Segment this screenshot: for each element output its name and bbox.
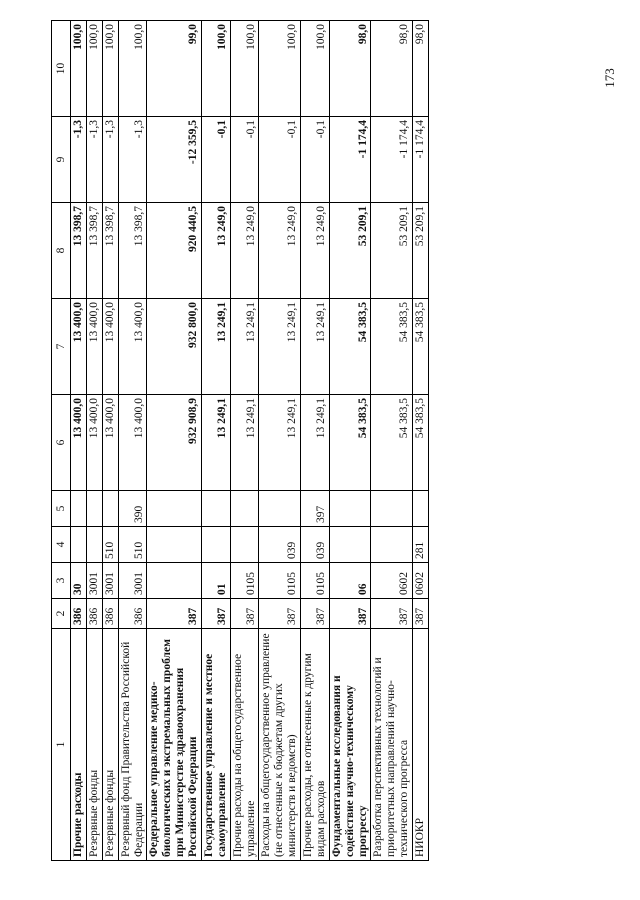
revised-amount: 13 249,1 [230,299,259,395]
column-header-7: 7 [52,299,71,395]
row-name: Прочие расходы, не отнесенные к другим видам расходов [301,629,330,861]
deviation: -12 359,5 [147,117,202,203]
section-code: 0105 [230,563,259,599]
section-code: 3001 [102,563,118,599]
table-row [371,21,413,861]
expense-type-code [86,491,102,527]
executed-amount: 13 249,0 [259,203,301,299]
row-name: Резервный фонд Правительства Российской Федерации [118,629,147,861]
ministry-code: 387 [371,599,413,629]
expense-type-code [102,491,118,527]
row-name: Государственное управление и местное самоуправление [201,629,230,861]
approved-amount: 13 400,0 [118,395,147,491]
percent-executed: 98,0 [371,21,413,117]
column-header-3: 3 [52,563,71,599]
section-code: 0105 [301,563,330,599]
column-header-9: 9 [52,117,71,203]
approved-amount: 13 249,1 [301,395,330,491]
executed-amount: 13 249,0 [230,203,259,299]
row-name: Разработка перспективных технологий и приоритетных направлений научно-технического прогресса [371,629,413,861]
row-name: НИОКР [413,629,429,861]
table-row [147,21,202,861]
table-row [329,21,371,861]
ministry-code: 387 [230,599,259,629]
approved-amount: 13 400,0 [71,395,87,491]
expense-type-code [371,491,413,527]
target-code [230,527,259,563]
table-row [413,21,429,861]
table-header-row [52,21,71,861]
executed-amount: 53 209,1 [329,203,371,299]
deviation: -1,3 [118,117,147,203]
percent-executed: 100,0 [102,21,118,117]
expense-type-code [329,491,371,527]
executed-amount: 13 249,0 [301,203,330,299]
row-name: Фундаментальные исследования и содействие научно-техническому прогрессу [329,629,371,861]
percent-executed: 100,0 [201,21,230,117]
budget-table [51,20,429,861]
section-code: 3001 [118,563,147,599]
target-code [329,527,371,563]
percent-executed: 98,0 [413,21,429,117]
revised-amount: 13 400,0 [102,299,118,395]
target-code [86,527,102,563]
column-header-6: 6 [52,395,71,491]
ministry-code: 387 [413,599,429,629]
section-code: 3001 [86,563,102,599]
table-row [301,21,330,861]
percent-executed: 100,0 [230,21,259,117]
table-row [259,21,301,861]
approved-amount: 54 383,5 [371,395,413,491]
deviation: -1,3 [71,117,87,203]
column-header-5: 5 [52,491,71,527]
expense-type-code [71,491,87,527]
executed-amount: 13 398,7 [71,203,87,299]
table-row [201,21,230,861]
revised-amount: 13 400,0 [71,299,87,395]
expense-type-code [259,491,301,527]
row-name: Резервные фонды [102,629,118,861]
percent-executed: 100,0 [259,21,301,117]
approved-amount: 54 383,5 [413,395,429,491]
approved-amount: 54 383,5 [329,395,371,491]
ministry-code: 387 [147,599,202,629]
target-code [201,527,230,563]
row-name: Расходы на общегосударственное управление (не отнесенные к бюджетам других министерств и ведомств) [259,629,301,861]
table-row [71,21,87,861]
row-name: Резервные фонды [86,629,102,861]
table-row [230,21,259,861]
page-number: 173 [602,68,617,88]
deviation: -0,1 [259,117,301,203]
table-row [118,21,147,861]
target-code: 510 [102,527,118,563]
executed-amount: 53 209,1 [371,203,413,299]
expense-type-code [201,491,230,527]
section-code: 0602 [413,563,429,599]
target-code [371,527,413,563]
target-code: 281 [413,527,429,563]
expense-type-code [413,491,429,527]
revised-amount: 13 249,1 [201,299,230,395]
approved-amount: 13 249,1 [201,395,230,491]
executed-amount: 13 398,7 [118,203,147,299]
approved-amount: 13 249,1 [259,395,301,491]
ministry-code: 387 [201,599,230,629]
deviation: -0,1 [201,117,230,203]
percent-executed: 99,0 [147,21,202,117]
ministry-code: 387 [301,599,330,629]
ministry-code: 386 [118,599,147,629]
executed-amount: 13 398,7 [86,203,102,299]
section-code: 06 [329,563,371,599]
deviation: -1 174,4 [413,117,429,203]
executed-amount: 13 249,0 [201,203,230,299]
column-header-8: 8 [52,203,71,299]
table-row [102,21,118,861]
expense-type-code: 390 [118,491,147,527]
row-name: Федеральное управление медико-биологических и экстремальных проблем при Министерстве здравоохранения Российской Федерации [147,629,202,861]
ministry-code: 386 [102,599,118,629]
deviation: -0,1 [230,117,259,203]
table-body [71,21,429,861]
executed-amount: 920 440,5 [147,203,202,299]
percent-executed: 100,0 [71,21,87,117]
target-code: 510 [118,527,147,563]
executed-amount: 13 398,7 [102,203,118,299]
approved-amount: 13 400,0 [86,395,102,491]
approved-amount: 13 400,0 [102,395,118,491]
row-name: Прочие расходы на общегосударственное управление [230,629,259,861]
ministry-code: 387 [329,599,371,629]
target-code [71,527,87,563]
deviation: -0,1 [301,117,330,203]
target-code: 039 [301,527,330,563]
section-code: 30 [71,563,87,599]
deviation: -1 174,4 [371,117,413,203]
expense-type-code [230,491,259,527]
section-code: 0105 [259,563,301,599]
ministry-code: 386 [86,599,102,629]
column-header-10: 10 [52,21,71,117]
deviation: -1,3 [86,117,102,203]
budget-table-container [51,21,581,861]
revised-amount: 932 800,0 [147,299,202,395]
approved-amount: 932 908,9 [147,395,202,491]
revised-amount: 54 383,5 [329,299,371,395]
percent-executed: 100,0 [86,21,102,117]
percent-executed: 98,0 [329,21,371,117]
section-code: 0602 [371,563,413,599]
percent-executed: 100,0 [118,21,147,117]
target-code: 039 [259,527,301,563]
column-header-2: 2 [52,599,71,629]
revised-amount: 13 400,0 [86,299,102,395]
revised-amount: 54 383,5 [371,299,413,395]
revised-amount: 13 249,1 [259,299,301,395]
ministry-code: 386 [71,599,87,629]
section-code [147,563,202,599]
revised-amount: 13 400,0 [118,299,147,395]
deviation: -1,3 [102,117,118,203]
revised-amount: 54 383,5 [413,299,429,395]
revised-amount: 13 249,1 [301,299,330,395]
executed-amount: 53 209,1 [413,203,429,299]
approved-amount: 13 249,1 [230,395,259,491]
deviation: -1 174,4 [329,117,371,203]
expense-type-code: 397 [301,491,330,527]
target-code [147,527,202,563]
row-name: Прочие расходы [71,629,87,861]
column-header-4: 4 [52,527,71,563]
table-row [86,21,102,861]
column-header-1: 1 [52,629,71,861]
expense-type-code [147,491,202,527]
percent-executed: 100,0 [301,21,330,117]
section-code: 01 [201,563,230,599]
ministry-code: 387 [259,599,301,629]
